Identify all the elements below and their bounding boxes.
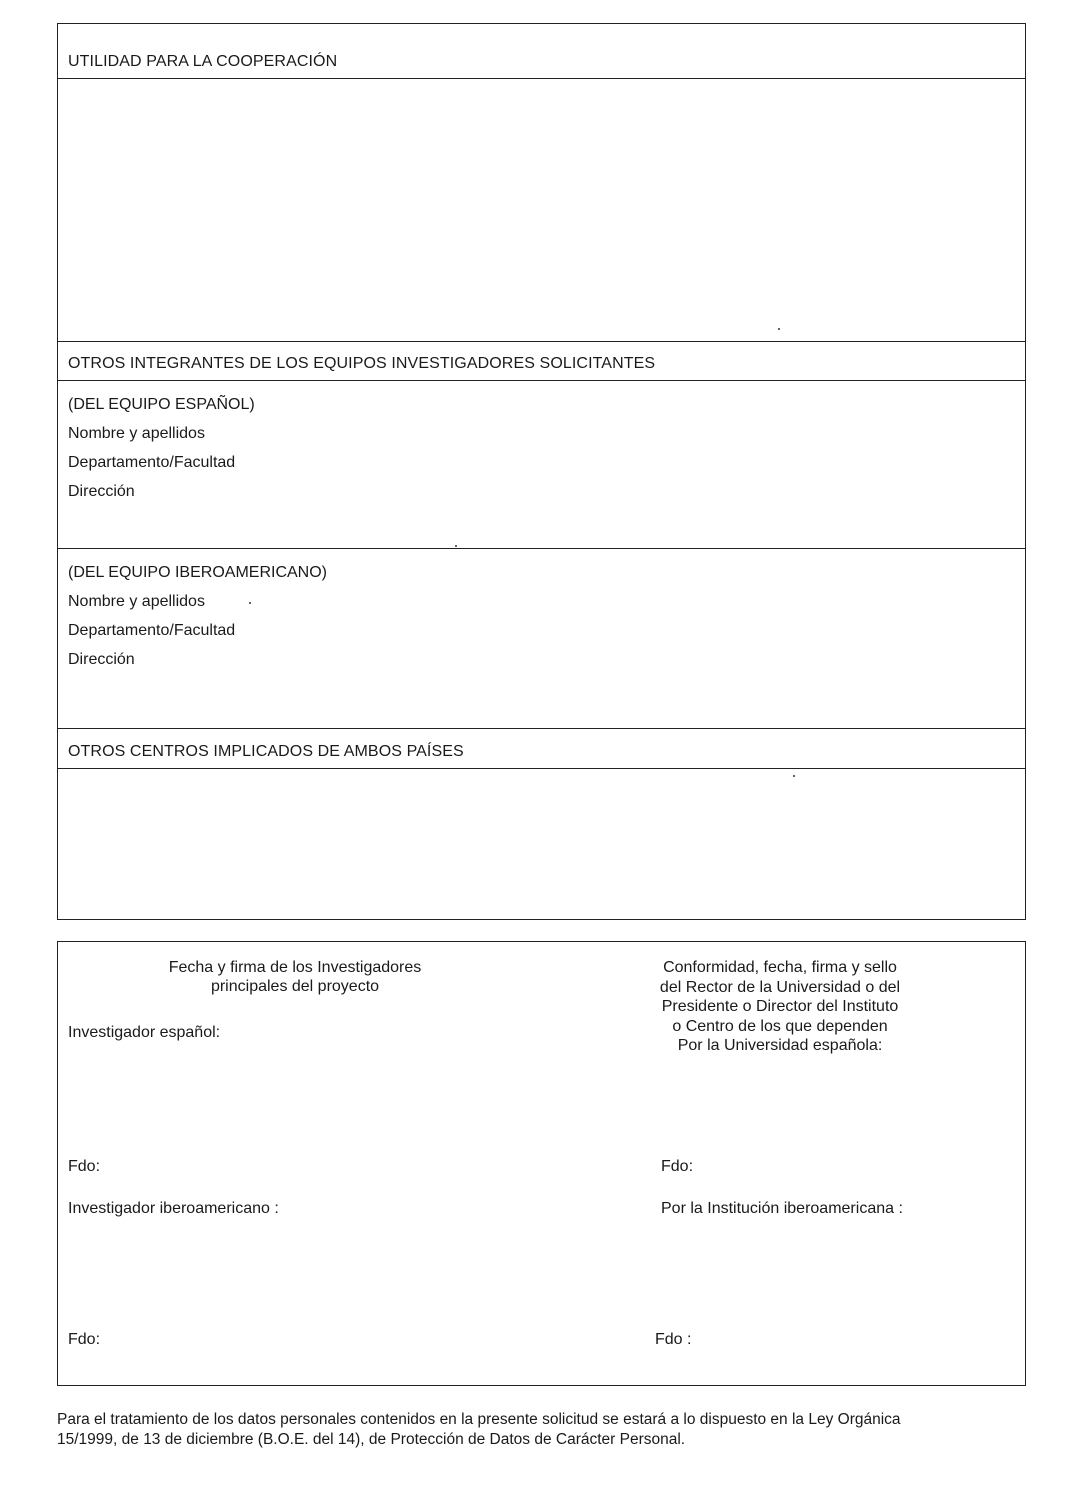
- signature-left-header: [145, 958, 445, 996]
- fdo-left-2: Fdo:: [68, 1331, 101, 1348]
- integrantes-title-divider: [57, 380, 1026, 381]
- signature-right-header-line: del Rector de la Universidad o del: [659, 978, 901, 996]
- centros-text-area[interactable]: [58, 770, 1024, 918]
- equipo-ibero-departamento-label: Departamento/Facultad: [68, 622, 236, 639]
- scan-speck: [778, 328, 780, 330]
- footer-note-line2: 15/1999, de 13 de diciembre (B.O.E. del 14), de Protección de Datos de Carácter Personal.: [57, 1431, 686, 1448]
- utilidad-title: UTILIDAD PARA LA COOPERACIÓN: [68, 53, 338, 70]
- investigador-espanol-label: Investigador español:: [68, 1024, 221, 1041]
- equipo-espanol-nombre-label: Nombre y apellidos: [68, 425, 205, 442]
- integrantes-title: OTROS INTEGRANTES DE LOS EQUIPOS INVESTIGADORES SOLICITANTES: [68, 355, 656, 372]
- centros-title: OTROS CENTROS IMPLICADOS DE AMBOS PAÍSES: [68, 743, 464, 760]
- signature-right-header-line: Por la Universidad española:: [677, 1037, 883, 1054]
- signature-right-header-line: Conformidad, fecha, firma y sello: [663, 959, 897, 976]
- equipo-espanol-direccion-label: Dirección: [68, 483, 135, 500]
- equipo-espanol-heading: (DEL EQUIPO ESPAÑOL): [68, 396, 255, 413]
- scan-speck: [793, 775, 795, 777]
- institucion-ibero-label: Por la Institución iberoamericana :: [661, 1200, 903, 1217]
- investigador-ibero-label: Investigador iberoamericano :: [68, 1200, 279, 1217]
- fdo-right-2: Fdo :: [655, 1331, 692, 1348]
- utilidad-text-area[interactable]: [58, 80, 1024, 340]
- equipo-espanol-bottom-divider: [57, 548, 1026, 549]
- equipo-ibero-direccion-label: Dirección: [68, 651, 135, 668]
- signature-left-header-line: principales del proyecto: [210, 978, 380, 995]
- equipo-espanol-departamento-label: Departamento/Facultad: [68, 454, 236, 471]
- utilidad-bottom-divider: [57, 341, 1026, 342]
- scan-speck: [455, 545, 457, 547]
- utilidad-title-divider: [57, 78, 1026, 79]
- signature-left-header-line: Fecha y firma de los Investigadores: [168, 959, 422, 976]
- fdo-right-1: Fdo:: [661, 1158, 694, 1175]
- centros-title-divider: [57, 768, 1026, 769]
- signature-right-header: [630, 958, 930, 1056]
- equipo-ibero-bottom-divider: [57, 728, 1026, 729]
- fdo-left-1: Fdo:: [68, 1158, 101, 1175]
- signature-right-header-line: o Centro de los que dependen: [672, 1017, 888, 1035]
- scan-speck: [249, 602, 251, 604]
- equipo-ibero-heading: (DEL EQUIPO IBEROAMERICANO): [68, 564, 327, 581]
- equipo-ibero-nombre-label: Nombre y apellidos: [68, 593, 205, 610]
- signature-right-header-line: Presidente o Director del Instituto: [661, 998, 899, 1015]
- footer-note-line1: Para el tratamiento de los datos personales contenidos en la presente solicitud se estará a lo dispuesto en la Ley Orgánica: [57, 1411, 901, 1428]
